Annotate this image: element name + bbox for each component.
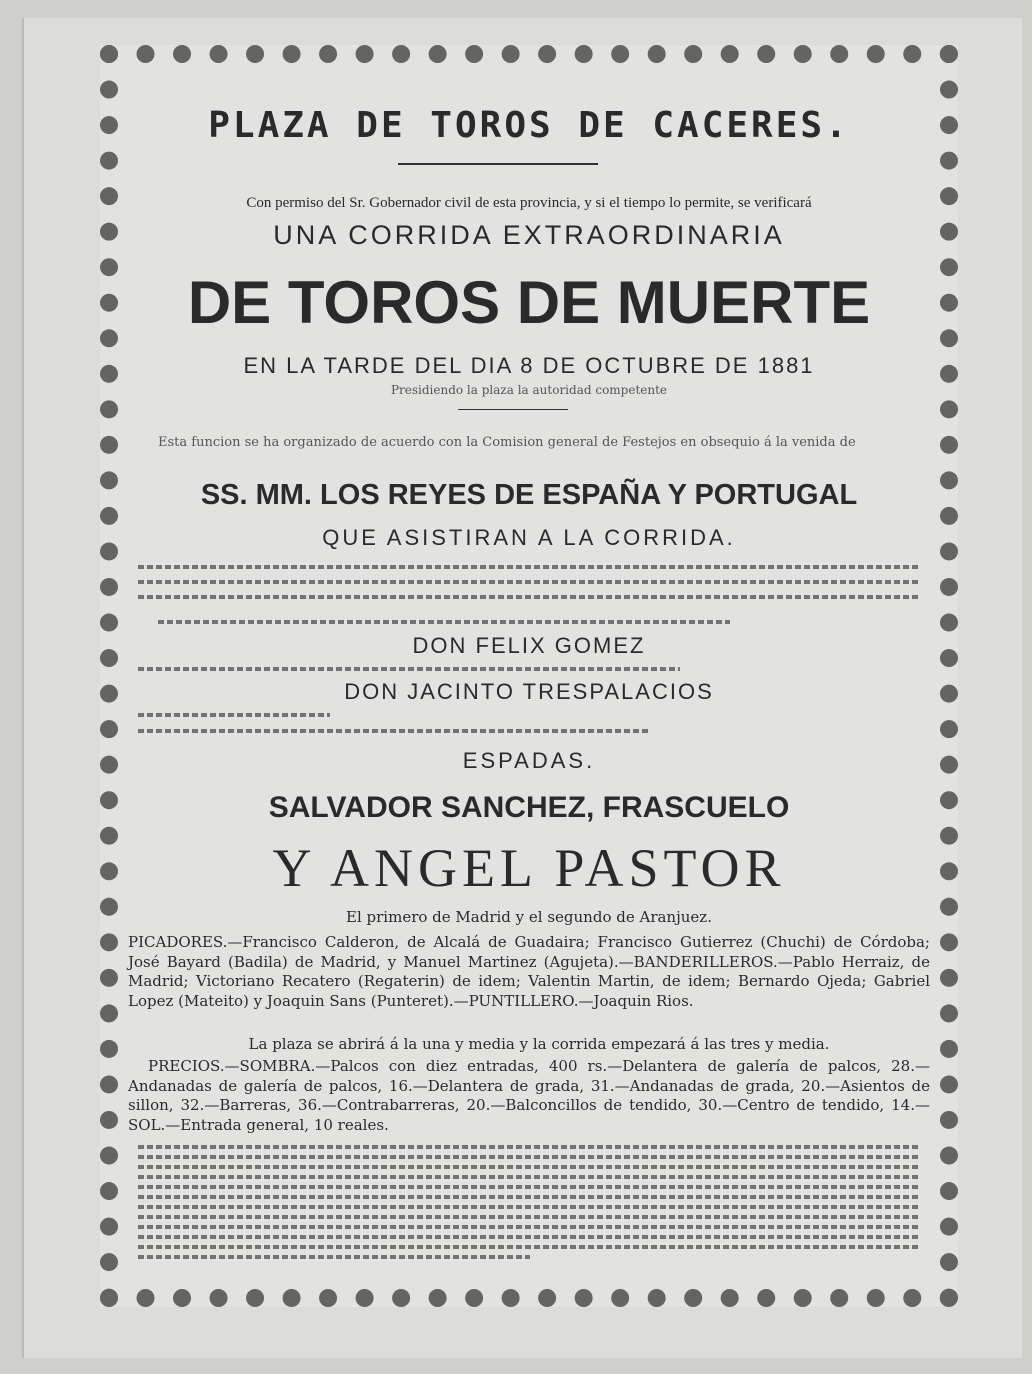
espadas-line-2: Y ANGEL PASTOR	[272, 838, 786, 898]
breeder-2: DON JACINTO TRESPALACIOS	[344, 679, 714, 704]
royals-line: SS. MM. LOS REYES DE ESPAÑA Y PORTUGAL	[200, 479, 858, 511]
breeder-1: DON FELIX GOMEZ	[412, 633, 646, 658]
royals-subline: QUE ASISTIRAN A LA CORRIDA.	[322, 525, 736, 550]
espadas-label: ESPADAS.	[462, 748, 596, 773]
prices-text: PRECIOS.—SOMBRA.—Palcos con diez entradas, 400 rs.—Delantera de galería de palcos, 28.—Andanadas de galería de palcos, 16.—Delantera de grada, 31.—Andanadas de grada, 20.—Asientos de sillon, 32.—Barreras, 36.—Contrabarreras, 20.—Balconcillos de tendido, 30.—Centro de tendido, 14.—SOL.—Entrada general, 10 reales.	[128, 1057, 930, 1134]
event-date: EN LA TARDE DEL DIA 8 DE OCTUBRE DE 1881	[243, 353, 815, 378]
espadas-origin: El primero de Madrid y el segundo de Aranjuez.	[346, 908, 712, 926]
espadas-line-1: SALVADOR SANCHEZ, FRASCUELO	[268, 791, 790, 824]
poster-title: PLAZA DE TOROS DE CACERES.	[208, 105, 850, 146]
event-type: UNA CORRIDA EXTRAORDINARIA	[273, 220, 785, 250]
opening-times: La plaza se abrirá á la una y media y la corrida empezará á las tres y media.	[248, 1035, 830, 1053]
permission-line: Con permiso del Sr. Gobernador civil de esta provincia, y si el tiempo lo permite, se verificará	[246, 195, 812, 211]
cuadrilla-text: PICADORES.—Francisco Calderon, de Alcalá de Guadaira; Francisco Gutierrez (Chuchi) de Córdoba; José Bayard (Badila) de Madrid, y Manuel Martinez (Agujeta).—BANDERILLEROS.—Pablo Herraiz, de Madrid; Victoriano Recatero (Regaterin) de idem; Valentin Martin, de idem; Bernardo Ojeda; Gabriel Lopez (Mateito) y Joaquin Sans (Punteret).—PUNTILLERO.—Joaquin Rios.	[128, 933, 930, 1010]
intro-text: Esta funcion se ha organizado de acuerdo con la Comision general de Festejos en obsequio á la venida de	[158, 435, 856, 450]
authority-line: Presidiendo la plaza la autoridad competente	[390, 383, 668, 397]
bullfight-poster	[100, 45, 958, 1307]
headline: DE TOROS DE MUERTE	[187, 269, 871, 336]
